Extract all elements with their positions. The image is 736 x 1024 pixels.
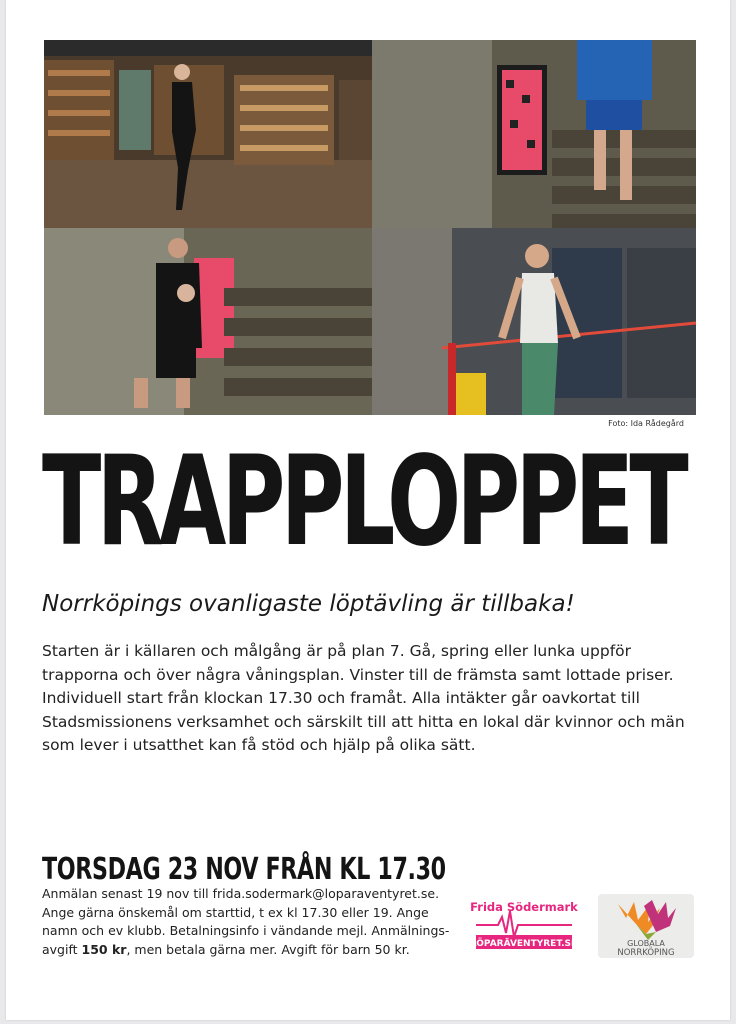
- registration-info: [42, 885, 462, 959]
- registration-info-text-end: , men betala gärna mer. Avgift för barn 50 kr.: [126, 941, 410, 957]
- photo-runner-in-library: [44, 40, 372, 228]
- poster-title: TRAPPLOPPET: [42, 430, 685, 574]
- photo-runner-on-stairs-back: [372, 40, 696, 228]
- globala-norrkoping-logo: [598, 894, 694, 958]
- event-description: Starten är i källaren och målgång är på plan 7. Gå, spring eller lunka uppför trapporna och över några våningsplan. Vinster till de främsta samt lottade priser. Individuell start från klockan 17.30 och framåt. Alla intäkter går oavkortat till Stadsmissionens verksamhet och särskilt till att hitta en lokal där kvinnor och män som lever i utsatthet kan få stöd och hjälp på olika sätt.: [42, 642, 685, 754]
- svg-text:GLOBALA: GLOBALA: [627, 939, 665, 948]
- photo-runner-at-finish: [372, 228, 696, 415]
- frida-sodermark-logo: [470, 897, 578, 951]
- photo-collage: [44, 40, 696, 415]
- svg-text:LÖPARÄVENTYRET.SE: LÖPARÄVENTYRET.SE: [470, 939, 578, 949]
- photo-runner-with-baby-on-stairs: [44, 228, 372, 415]
- event-date: TORSDAG 23 NOV FRÅN KL 17.30: [42, 852, 446, 887]
- poster-subtitle: Norrköpings ovanligaste löptävling är tillbaka!: [42, 591, 575, 617]
- photo-credit: Foto: Ida Rådegård: [608, 419, 684, 428]
- svg-text:Frida Södermark: Frida Södermark: [470, 900, 578, 914]
- registration-fee: 150 kr: [81, 941, 127, 957]
- svg-text:NORRKÖPING: NORRKÖPING: [617, 948, 675, 958]
- poster-page: [6, 0, 730, 1020]
- registration-info-text: Anmälan senast 19 nov till frida.sodermark@loparaventyret.se. Ange gärna önskemål om starttid, t ex kl 17.30 eller 19. Ange namn och ev klubb. Betalningsinfo i vändande mejl. Anmälnings-avgift: [42, 886, 450, 957]
